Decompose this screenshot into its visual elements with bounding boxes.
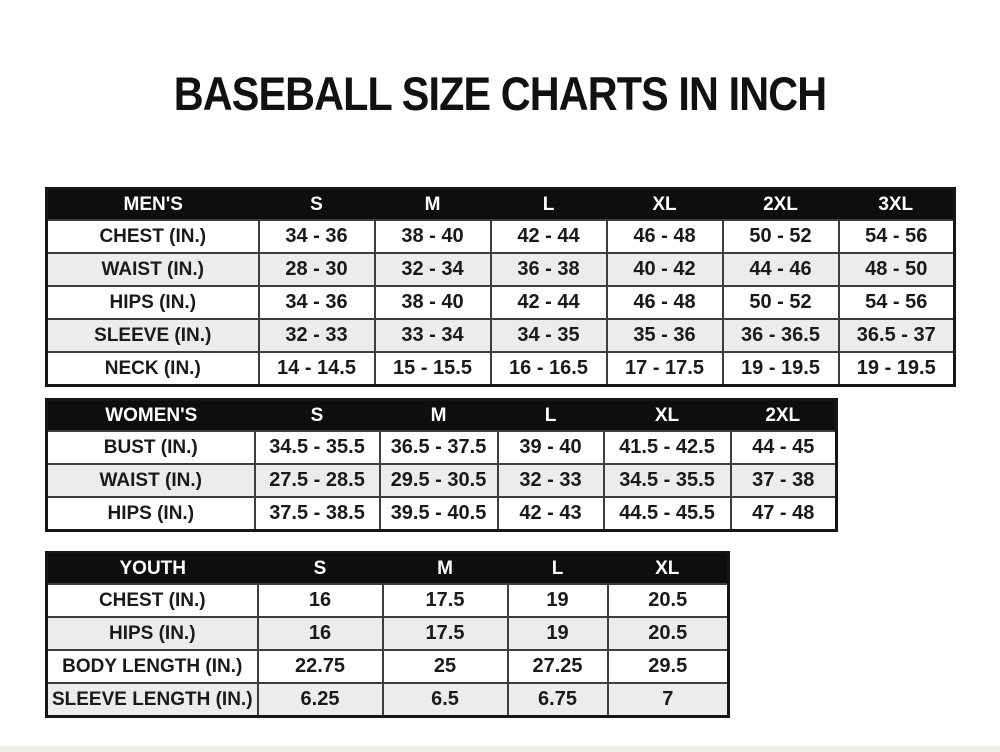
column-header: XL xyxy=(607,189,723,221)
size-cell: 6.25 xyxy=(258,683,383,717)
size-cell: 36 - 38 xyxy=(491,253,607,286)
size-cell: 20.5 xyxy=(608,617,729,650)
size-cell: 46 - 48 xyxy=(607,286,723,319)
column-header: 3XL xyxy=(839,189,955,221)
table-row xyxy=(47,220,955,253)
size-cell: 32 - 33 xyxy=(259,319,375,352)
header-row xyxy=(47,189,955,221)
size-cell: 19 xyxy=(508,584,608,617)
size-cell: 34.5 - 35.5 xyxy=(604,464,731,497)
column-header: L xyxy=(508,553,608,585)
size-cell: 54 - 56 xyxy=(839,220,955,253)
table-title-header: WOMEN'S xyxy=(47,400,255,432)
header-row xyxy=(47,553,729,585)
size-cell: 50 - 52 xyxy=(723,220,839,253)
size-cell: 17 - 17.5 xyxy=(607,352,723,386)
size-cell: 29.5 - 30.5 xyxy=(380,464,498,497)
size-cell: 41.5 - 42.5 xyxy=(604,431,731,464)
size-cell: 42 - 43 xyxy=(498,497,604,531)
size-cell: 19 - 19.5 xyxy=(839,352,955,386)
mens-table xyxy=(45,187,956,387)
size-cell: 47 - 48 xyxy=(731,497,837,531)
size-cell: 15 - 15.5 xyxy=(375,352,491,386)
size-cell: 16 xyxy=(258,584,383,617)
womens-size-table xyxy=(45,398,835,532)
column-header: M xyxy=(380,400,498,432)
row-label: HIPS (IN.) xyxy=(47,497,255,531)
table-title-header: MEN'S xyxy=(47,189,259,221)
size-cell: 19 xyxy=(508,617,608,650)
youth-table xyxy=(45,551,730,718)
size-cell: 35 - 36 xyxy=(607,319,723,352)
table-row xyxy=(47,497,837,531)
size-cell: 20.5 xyxy=(608,584,729,617)
size-cell: 6.75 xyxy=(508,683,608,717)
size-cell: 34 - 36 xyxy=(259,220,375,253)
table-row xyxy=(47,352,955,386)
column-header: XL xyxy=(608,553,729,585)
page-bottom-edge xyxy=(0,746,1000,752)
size-cell: 44 - 46 xyxy=(723,253,839,286)
size-cell: 32 - 34 xyxy=(375,253,491,286)
table-row xyxy=(47,286,955,319)
table-row xyxy=(47,431,837,464)
size-cell: 29.5 xyxy=(608,650,729,683)
size-cell: 48 - 50 xyxy=(839,253,955,286)
table-row xyxy=(47,683,729,717)
size-cell: 27.25 xyxy=(508,650,608,683)
size-cell: 17.5 xyxy=(383,617,508,650)
table-row xyxy=(47,253,955,286)
size-cell: 32 - 33 xyxy=(498,464,604,497)
table-row xyxy=(47,464,837,497)
row-label: SLEEVE (IN.) xyxy=(47,319,259,352)
size-cell: 16 - 16.5 xyxy=(491,352,607,386)
column-header: L xyxy=(491,189,607,221)
size-cell: 40 - 42 xyxy=(607,253,723,286)
column-header: S xyxy=(258,553,383,585)
size-cell: 17.5 xyxy=(383,584,508,617)
size-cell: 44 - 45 xyxy=(731,431,837,464)
size-cell: 7 xyxy=(608,683,729,717)
table-title-header: YOUTH xyxy=(47,553,258,585)
size-cell: 6.5 xyxy=(383,683,508,717)
column-header: 2XL xyxy=(723,189,839,221)
size-cell: 28 - 30 xyxy=(259,253,375,286)
page-title: BASEBALL SIZE CHARTS IN INCH xyxy=(173,67,827,120)
size-cell: 42 - 44 xyxy=(491,286,607,319)
row-label: NECK (IN.) xyxy=(47,352,259,386)
row-label: CHEST (IN.) xyxy=(47,584,258,617)
size-cell: 36.5 - 37.5 xyxy=(380,431,498,464)
womens-table xyxy=(45,398,838,532)
row-label: HIPS (IN.) xyxy=(47,617,258,650)
youth-size-table xyxy=(45,551,727,718)
column-header: L xyxy=(498,400,604,432)
row-label: BODY LENGTH (IN.) xyxy=(47,650,258,683)
size-cell: 33 - 34 xyxy=(375,319,491,352)
column-header: 2XL xyxy=(731,400,837,432)
size-cell: 46 - 48 xyxy=(607,220,723,253)
size-cell: 34.5 - 35.5 xyxy=(255,431,380,464)
size-cell: 37.5 - 38.5 xyxy=(255,497,380,531)
size-cell: 39 - 40 xyxy=(498,431,604,464)
size-cell: 25 xyxy=(383,650,508,683)
size-cell: 34 - 35 xyxy=(491,319,607,352)
table-row xyxy=(47,584,729,617)
size-cell: 50 - 52 xyxy=(723,286,839,319)
size-cell: 36.5 - 37 xyxy=(839,319,955,352)
size-cell: 14 - 14.5 xyxy=(259,352,375,386)
size-cell: 22.75 xyxy=(258,650,383,683)
size-cell: 54 - 56 xyxy=(839,286,955,319)
size-cell: 38 - 40 xyxy=(375,286,491,319)
size-cell: 42 - 44 xyxy=(491,220,607,253)
row-label: HIPS (IN.) xyxy=(47,286,259,319)
size-cell: 16 xyxy=(258,617,383,650)
column-header: S xyxy=(255,400,380,432)
size-cell: 37 - 38 xyxy=(731,464,837,497)
table-row xyxy=(47,650,729,683)
size-cell: 44.5 - 45.5 xyxy=(604,497,731,531)
table-row xyxy=(47,319,955,352)
size-cell: 38 - 40 xyxy=(375,220,491,253)
row-label: SLEEVE LENGTH (IN.) xyxy=(47,683,258,717)
size-cell: 39.5 - 40.5 xyxy=(380,497,498,531)
size-cell: 19 - 19.5 xyxy=(723,352,839,386)
column-header: XL xyxy=(604,400,731,432)
column-header: S xyxy=(259,189,375,221)
table-row xyxy=(47,617,729,650)
size-cell: 34 - 36 xyxy=(259,286,375,319)
mens-size-table xyxy=(45,187,953,387)
size-cell: 27.5 - 28.5 xyxy=(255,464,380,497)
column-header: M xyxy=(383,553,508,585)
column-header: M xyxy=(375,189,491,221)
size-cell: 36 - 36.5 xyxy=(723,319,839,352)
row-label: CHEST (IN.) xyxy=(47,220,259,253)
row-label: BUST (IN.) xyxy=(47,431,255,464)
header-row xyxy=(47,400,837,432)
row-label: WAIST (IN.) xyxy=(47,464,255,497)
row-label: WAIST (IN.) xyxy=(47,253,259,286)
